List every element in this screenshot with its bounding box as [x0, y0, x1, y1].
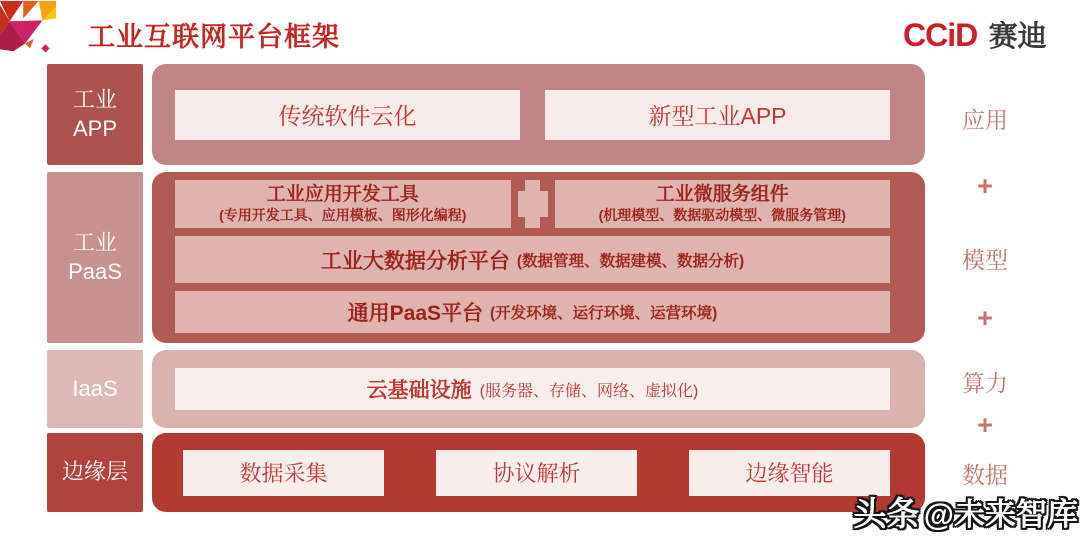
layer-label-industrial-paas [47, 172, 143, 343]
layer-row-edge [152, 433, 925, 512]
right-label-computing-power: 算力 [962, 370, 1008, 396]
paas-box-title: 工业应用开发工具 [266, 183, 419, 205]
ccid-logo-en: CCiD [903, 17, 978, 53]
watermark-prefix: 头条 [853, 495, 920, 532]
app-box-traditional-software: 传统软件云化 [175, 90, 520, 140]
paas-box-subtitle: (机理模型、数据驱动模型、微服务管理) [598, 206, 846, 223]
paas-box-title: 通用PaaS平台 [347, 302, 484, 325]
paas-box-subtitle: (开发环境、运行环境、运营环境) [490, 305, 718, 322]
layer-row-paas [152, 172, 925, 343]
iaas-box-subtitle: (服务器、存储、网络、虚拟化) [479, 382, 699, 400]
layer-label-industrial-app [47, 64, 143, 165]
paas-box-subtitle: (专用开发工具、应用模板、图形化编程) [219, 206, 467, 223]
layer-label-line: IaaS [72, 375, 118, 401]
right-label-model: 模型 [962, 247, 1008, 273]
watermark [853, 488, 1078, 535]
paas-box-bigdata-platform [175, 236, 890, 283]
right-label-data: 数据 [962, 462, 1008, 488]
plus-icon: + [977, 171, 993, 201]
ccid-logo [903, 14, 1047, 55]
layer-label-line: APP [72, 115, 118, 141]
paas-box-general-paas [175, 291, 890, 333]
layer-label-line: 工业 [72, 230, 117, 256]
layer-label-line: 边缘层 [61, 459, 128, 485]
ccid-logo-cn: 赛迪 [988, 21, 1047, 53]
layer-label-line: PaaS [68, 258, 122, 284]
app-box-new-industrial-app: 新型工业APP [545, 90, 890, 140]
polygon-logo-icon [0, 0, 58, 60]
link-connector-icon [511, 180, 555, 228]
layer-row-iaas [152, 350, 925, 428]
paas-box-dev-tools [175, 180, 511, 228]
layer-row-app [152, 64, 925, 165]
iaas-box-title: 云基础设施 [366, 379, 472, 402]
plus-icon: + [977, 303, 993, 333]
paas-top-row [175, 180, 890, 228]
page-title: 工业互联网平台框架 [88, 22, 340, 52]
edge-box-protocol-parsing: 协议解析 [436, 450, 637, 496]
layer-label-edge [47, 433, 143, 512]
iaas-box-cloud-infrastructure [175, 368, 890, 410]
paas-box-microservices [555, 180, 891, 228]
plus-icon: + [977, 410, 993, 440]
edge-box-edge-intelligence: 边缘智能 [689, 450, 890, 496]
watermark-handle: @未来智库 [923, 497, 1078, 532]
paas-box-title: 工业大数据分析平台 [320, 249, 510, 273]
right-label-application: 应用 [962, 107, 1008, 133]
paas-box-subtitle: (数据管理、数据建模、数据分析) [516, 252, 745, 270]
edge-box-data-collection: 数据采集 [183, 450, 384, 496]
layer-label-iaas [47, 350, 143, 428]
layer-label-line: 工业 [72, 87, 117, 113]
paas-box-title: 工业微服务组件 [655, 183, 789, 205]
